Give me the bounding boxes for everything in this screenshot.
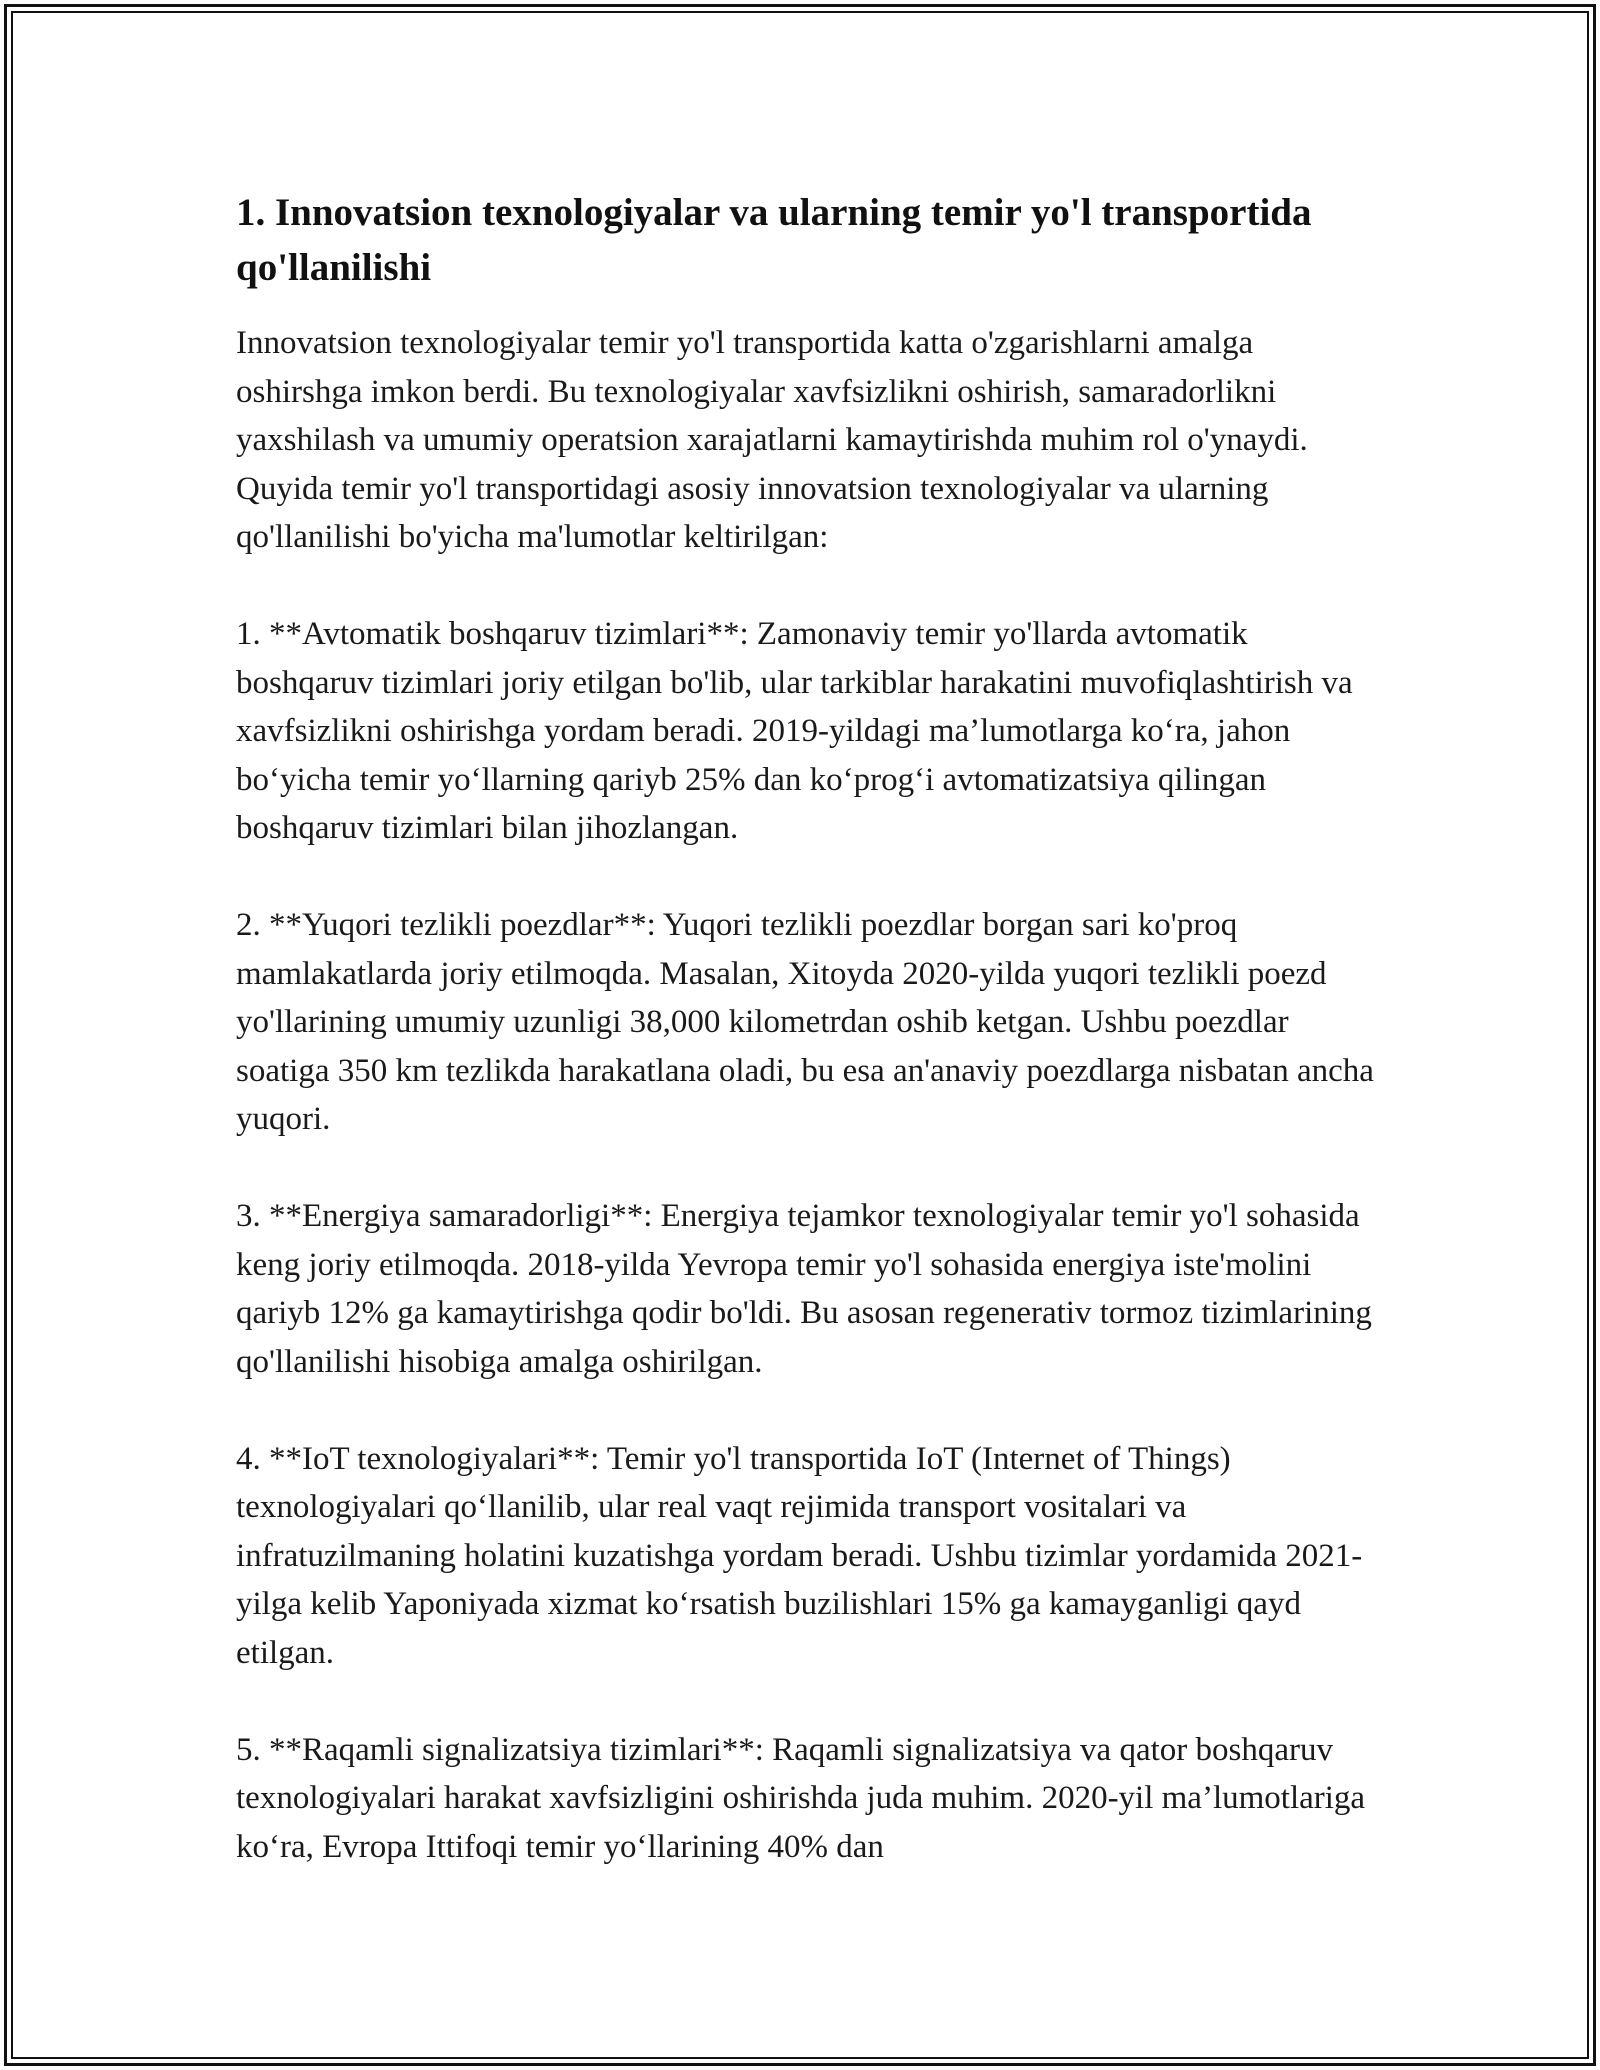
list-item-energy-efficiency: 3. **Energiya samaradorligi**: Energiya tejamkor texnologiyalar temir yo'l sohasida keng joriy etilmoqda. 2018-yilda Yevropa temir yo'l sohasida energiya iste'molini qariyb 12% ga kamaytirishga qodir bo'ldi. Bu asosan regenerativ tormoz tizimlarining qo'llanilishi hisobiga amalga oshirilgan. xyxy=(236,1198,1372,1380)
list-item-high-speed-trains: 2. **Yuqori tezlikli poezdlar**: Yuqori tezlikli poezdlar borgan sari ko'proq mamlakatlarda joriy etilmoqda. Masalan, Xitoyda 2020-yilda yuqori tezlikli poezd yo'llarining umumiy uzunligi 38,000 kilometrdan oshib ketgan. Ushbu poezdlar soatiga 350 km tezlikda harakatlana oladi, bu esa an'anaviy poezdlarga nisbatan ancha yuqori. xyxy=(236,907,1374,1137)
list-item-digital-signalling: 5. **Raqamli signalizatsiya tizimlari**: Raqamli signalizatsiya va qator boshqaruv texnologiyalari harakat xavfsizligini oshirishda juda muhim. 2020-yil ma’lumotlariga ko‘ra, Evropa Ittifoqi temir yo‘llarining 40% dan xyxy=(236,1731,1366,1865)
list-item-automatic-control: 1. **Avtomatik boshqaruv tizimlari**: Zamonaviy temir yo'llarda avtomatik boshqaruv tizimlari joriy etilgan bo'lib, ular tarkiblar harakatini muvofiqlashtirish va xavfsizlikni oshirishga yordam beradi. 2019-yildagi ma’lumotlarga ko‘ra, jahon bo‘yicha temir yo‘llarning qariyb 25% dan ko‘prog‘i avtomatizatsiya qilingan boshqaruv tizimlari bilan jihozlangan. xyxy=(236,616,1353,846)
list-item-iot-technologies: 4. **IoT texnologiyalari**: Temir yo'l transportida IoT (Internet of Things) texnologiyalari qo‘llanilib, ular real vaqt rejimida transport vositalari va infratuzilmaning holatini kuzatishga yordam beradi. Ushbu tizimlar yordamida 2021-yilga kelib Yaponiyada xizmat ko‘rsatish buzilishlari 15% ga kamayganligi qayd etilgan. xyxy=(236,1440,1363,1671)
intro-paragraph: Innovatsion texnologiyalar temir yo'l transportida katta o'zgarishlarni amalga oshirshga imkon berdi. Bu texnologiyalar xavfsizlikni oshirish, samaradorlikni yaxshilash va umumiy operatsion xarajatlarni kamaytirishda muhim rol o'ynaydi. Quyida temir yo'l transportidagi asosiy innovatsion texnologiyalar va ularning qo'llanilishi bo'yicha ma'lumotlar keltirilgan: xyxy=(236,325,1308,555)
document-body xyxy=(236,185,1376,1871)
section-heading: 1. Innovatsion texnologiyalar va ularning temir yo'l transportida qo'llanilishi xyxy=(236,191,1312,289)
